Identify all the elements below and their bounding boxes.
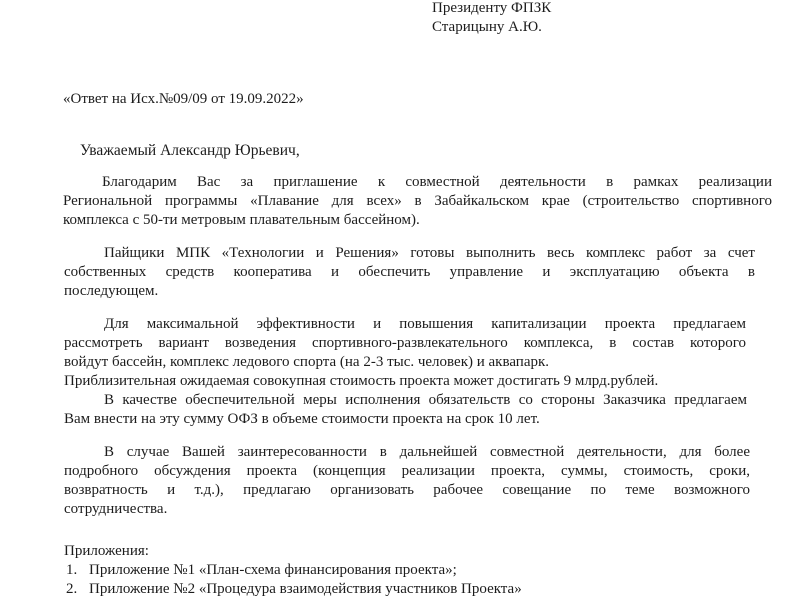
paragraph-4-line-1: В качестве обеспечительной меры исполнения обязательств со стороны Заказчика предлагаем bbox=[104, 392, 747, 408]
paragraph-5-line-2: подробного обсуждения проекта (концепция реализации проекта, суммы, стоимость, сроки, bbox=[64, 463, 750, 479]
paragraph-1-line-2: Региональной программы «Плавание для всех» в Забайкальском крае (строительство спортивного bbox=[63, 193, 772, 209]
salutation: Уважаемый Александр Юрьевич, bbox=[80, 142, 300, 159]
reference-line: «Ответ на Исх.№09/09 от 19.09.2022» bbox=[63, 91, 304, 107]
paragraph-1-line-3: комплекса с 50-ти метровым плавательным бассейном). bbox=[63, 212, 420, 228]
paragraph-3-line-3: войдут бассейн, комплекс ледового спорта (на 2-3 тыс. человек) и аквапарк. bbox=[64, 354, 550, 370]
recipient-name: Старицыну А.Ю. bbox=[432, 19, 542, 35]
paragraph-3-line-2: рассмотреть вариант возведения спортивного-развлекательного комплекса, в состав которого bbox=[64, 335, 746, 351]
paragraph-3-line-1: Для максимальной эффективности и повышения капитализации проекта предлагаем bbox=[104, 316, 746, 332]
paragraph-4-line-2: Вам внести на эту сумму ОФЗ в объеме стоимости проекта на срок 10 лет. bbox=[64, 411, 540, 427]
recipient-title: Президенту ФПЗК bbox=[432, 0, 552, 16]
paragraph-2-line-2: собственных средств кооператива и обеспечить управление и эксплуатацию объекта в bbox=[64, 264, 755, 280]
paragraph-5-line-1: В случае Вашей заинтересованности в дальнейшей совместной деятельности, для более bbox=[104, 444, 750, 460]
paragraph-2-line-1: Пайщики МПК «Технологии и Решения» готовы выполнить весь комплекс работ за счет bbox=[104, 245, 755, 261]
paragraph-3-line-4: Приблизительная ожидаемая совокупная стоимость проекта может достигать 9 млрд.рублей. bbox=[64, 373, 659, 389]
paragraph-5-line-3: возвратность и т.д.), предлагаю организовать рабочее совещание по теме возможного bbox=[64, 482, 750, 498]
attachment-2-number: 2. bbox=[66, 581, 78, 597]
attachment-1-text: Приложение №1 «План-схема финансирования проекта»; bbox=[89, 562, 457, 578]
attachment-1-number: 1. bbox=[66, 562, 78, 578]
attachments-heading: Приложения: bbox=[64, 543, 149, 559]
paragraph-5-line-4: сотрудничества. bbox=[64, 501, 168, 517]
paragraph-2-line-3: последующем. bbox=[64, 283, 159, 299]
attachment-2-text: Приложение №2 «Процедура взаимодействия участников Проекта» bbox=[89, 581, 522, 597]
paragraph-1-line-1: Благодарим Вас за приглашение к совместной деятельности в рамках реализации bbox=[102, 174, 772, 190]
